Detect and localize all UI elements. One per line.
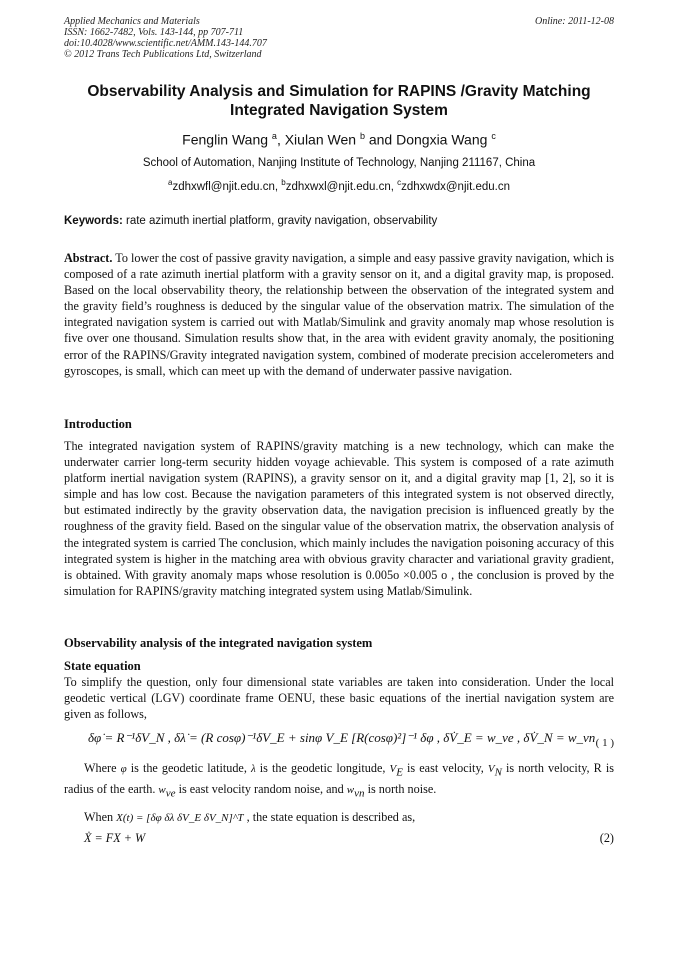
author-list bbox=[60, 131, 618, 148]
keywords bbox=[64, 215, 614, 227]
state-vector-expression: X(t) = [δφ δλ δV_E δV_N]^T bbox=[116, 812, 244, 824]
email-2[interactable]: zdhxwxl@njit.edu.cn, bbox=[285, 180, 398, 193]
author-1: Fenglin Wang bbox=[182, 131, 269, 148]
copyright: © 2012 Trans Tech Publications Ltd, Switzerland bbox=[64, 49, 262, 60]
state-equation-text: To simplify the question, only four dimensional state variables are taken into consideration. Under the local geodetic vertical (LGV) coordinate frame OENU, these basic equations of the inertial navigation system are given as follows, bbox=[64, 675, 614, 722]
abstract-text: To lower the cost of passive gravity navigation, a simple and easy passive gravity navigation, which is composed of a rate azimuth inertial platform with a gravity sensor on it, and a digital gravity map, is proposed. Based on the local observability theory, the relationship between the observation of the integrated system and the gravity field’s roughness is deduced by the singular value of the observation matrix. The simulation of the integrated navigation system is carried out with Matlab/Simulink and gravity anomaly map whose resolution is five over one thousand. Simulation results show that, in the area with evident gravity anomaly, the positioning error of the RAPINS/Gravity integrated navigation system, combined of moderate precision accelerometers and gyroscopes, is small, which can meet up with the demand of underwater passive navigation. bbox=[64, 251, 614, 378]
variable-definitions bbox=[64, 760, 614, 801]
where-text-1: Where bbox=[84, 761, 121, 775]
equation-1-number: ( 1 ) bbox=[595, 737, 614, 749]
phi-symbol: φ bbox=[120, 763, 127, 775]
author-1-affil: a bbox=[271, 131, 277, 141]
affiliation: School of Automation, Nanjing Institute of Technology, Nanjing 211167, China bbox=[142, 157, 536, 169]
wvn-symbol: w bbox=[346, 783, 355, 796]
observability-heading: Observability analysis of the integrated navigation system bbox=[64, 636, 373, 650]
when-text-2: , the state equation is described as, bbox=[243, 810, 416, 824]
wvn-subscript: vn bbox=[354, 786, 365, 799]
online-date: Online: 2011-12-08 bbox=[535, 16, 614, 27]
title-line-1: Observability Analysis and Simulation for RAPINS /Gravity Matching bbox=[87, 83, 591, 100]
where-text-7: is north noise. bbox=[364, 781, 437, 796]
email-1-mark: a bbox=[168, 178, 173, 187]
lambda-symbol: λ bbox=[250, 763, 256, 775]
equation-2: Ẋ = FX + W bbox=[84, 831, 146, 845]
where-text-6: is east velocity random noise, and bbox=[175, 781, 347, 796]
when-text-1: When bbox=[84, 810, 117, 824]
vn-subscript: N bbox=[494, 766, 502, 779]
keywords-label: Keywords: bbox=[64, 215, 123, 227]
where-text-3: is the geodetic longitude, bbox=[255, 761, 390, 775]
introduction-text: The integrated navigation system of RAPINS/gravity matching is a new technology, which can make the underwater carrier long-term security hidden voyage achievable. This system is composed of a rate azimuth platform inertial navigation system (RAPINS), a gravity sensor on it, and a digital gravity map [1, 2], so it is simple and has low cost. Because the navigation parameters of this integrated system is not observed directly, but estimated indirectly by the gravity observation data, the navigation precision is influenced greatly by the roughness of the gravity field. Based on the singular value of the observation matrix, the observation analysis of the integrated system is carried The conclusion, which mainly includes the navigation poisoning accuracy of this integrated system is higher in the matching area with obvious gravity character and variational gravity gradient, is obtained. With gravity anomaly maps whose resolution is 0.005o ×0.005 o , the conclusion is proved by the simulation for RAPINS/gravity matching integrated system using Matlab/Simulink. bbox=[64, 439, 614, 598]
email-3-mark: c bbox=[397, 178, 402, 187]
title-line-2: Integrated Navigation System bbox=[230, 102, 448, 119]
wve-symbol: w bbox=[158, 783, 166, 796]
author-2: , Xiulan Wen bbox=[276, 131, 357, 148]
state-vector-definition bbox=[84, 810, 415, 825]
journal-name: Applied Mechanics and Materials bbox=[64, 16, 200, 27]
wve-subscript: ve bbox=[165, 786, 176, 799]
ve-symbol: V bbox=[389, 763, 397, 775]
state-equation-heading: State equation bbox=[64, 659, 141, 673]
email-2-mark: b bbox=[281, 178, 286, 187]
where-text-4: is east velocity, bbox=[402, 761, 488, 775]
author-2-affil: b bbox=[359, 131, 365, 141]
author-3-affil: c bbox=[491, 131, 496, 141]
abstract bbox=[64, 250, 614, 379]
equation-1: δφ̇ = R⁻¹δV_N , δλ̇ = (R cosφ)⁻¹δV_E + sinφ V_E [R(cosφ)²]⁻¹ δφ , δV̇_E = w_ve , δV̇_N = w_vn bbox=[88, 730, 596, 745]
vn-symbol: V bbox=[487, 763, 495, 775]
author-emails bbox=[60, 178, 618, 193]
journal-header bbox=[64, 16, 267, 60]
doi[interactable]: doi:10.4028/www.scientific.net/AMM.143-144.707 bbox=[64, 38, 267, 49]
keywords-text: rate azimuth inertial platform, gravity navigation, observability bbox=[122, 215, 438, 227]
paper-title bbox=[60, 82, 618, 120]
email-3[interactable]: zdhxwdx@njit.edu.cn bbox=[401, 180, 510, 193]
email-1[interactable]: zdhxwfl@njit.edu.cn, bbox=[172, 180, 282, 193]
abstract-label: Abstract. bbox=[64, 251, 113, 265]
ve-subscript: E bbox=[396, 766, 403, 779]
where-text-2: is the geodetic latitude, bbox=[126, 761, 251, 775]
author-3: and Dongxia Wang bbox=[364, 131, 488, 148]
issn: ISSN: 1662-7482, Vols. 143-144, pp 707-711 bbox=[64, 27, 244, 38]
introduction-heading: Introduction bbox=[64, 417, 132, 431]
equation-2-number: (2) bbox=[599, 831, 614, 845]
where-text-5: is north velocity, R is radius of the earth. bbox=[64, 761, 614, 796]
